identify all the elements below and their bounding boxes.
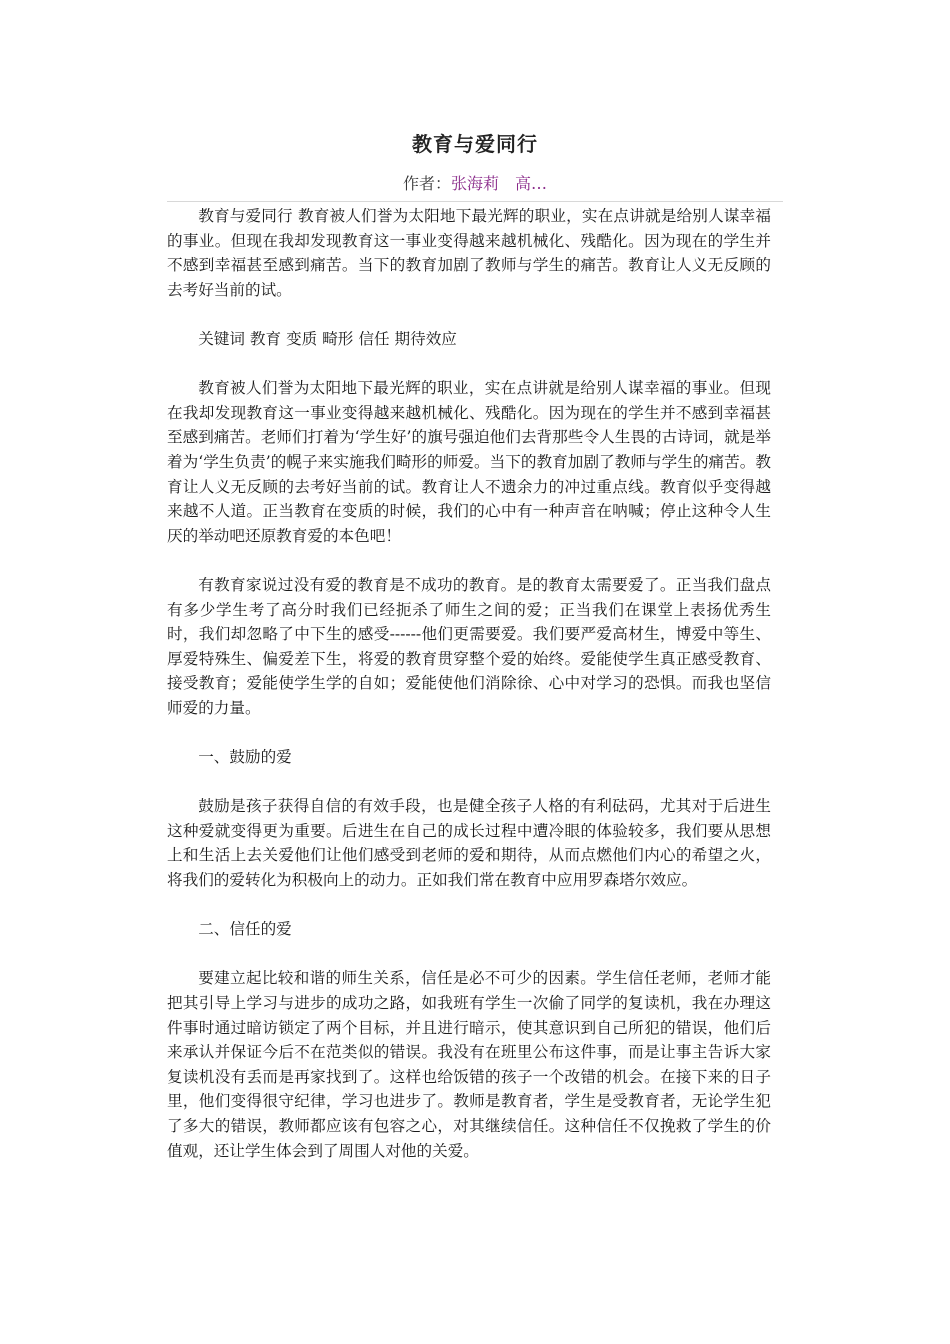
body-paragraph: 鼓励是孩子获得自信的有效手段，也是健全孩子人格的有利砝码，尤其对于后进生这种爱就变得更为重要。后进生在自己的成长过程中遭冷眼的体验较多，我们要从思想上和生活上去关爱他们让他们感受到老师的爱和期待，从而点燃他们内心的希望之火，将我们的爱转化为积极向上的动力。正如我们常在教育中应用罗森塔尔效应。 [167, 797, 771, 890]
body-paragraph: 有教育家说过没有爱的教育是不成功的教育。是的教育太需要爱了。正当我们盘点有多少学生考了高分时我们已经扼杀了师生之间的爱；正当我们在课堂上表扬优秀生时，我们却忽略了中下生的感受------他们更需要爱。我们要严爱高材生，博爱中等生、厚爱特殊生、偏爱差下生，将爱的教育贯穿整个爱的始终。爱能使学生真正感受教育、接受教育；爱能使学生学的自如；爱能使他们消除徐、心中对学习的恐惧。而我也坚信师爱的力量。 [167, 575, 771, 717]
author-line [0, 171, 950, 194]
author-label: 作者： [402, 174, 451, 193]
abstract-paragraph: 教育与爱同行 教育被人们誉为太阳地下最光辉的职业，实在点讲就是给别人谋幸福的事业。但现在我却发现教育这一事业变得越来越机械化、残酷化。因为现在的学生并不感到幸福甚至感到痛苦。当下的教育加剧了教师与学生的痛苦。教育让人义无反顾的去考好当前的试。 [167, 207, 771, 299]
section-heading: 二、信任的爱 [198, 920, 292, 939]
title-divider [167, 201, 783, 202]
section-heading: 一、鼓励的爱 [198, 748, 292, 767]
author-names[interactable]: 张海莉 高… [451, 174, 548, 193]
body-paragraph: 教育被人们誉为太阳地下最光辉的职业，实在点讲就是给别人谋幸福的事业。但现在我却发现教育这一事业变得越来越机械化、残酷化。因为现在的学生并不感到幸福甚至感到痛苦。老师们打着为‘学生好’的旗号强迫他们去背那些令人生畏的古诗词，就是举着为‘学生负责’的幌子来实施我们畸形的师爱。当下的教育加剧了教师与学生的痛苦。教育让人义无反顾的去考好当前的试。教育让人不遗余力的冲过重点线。教育似乎变得越来越不人道。正当教育在变质的时候，我们的心中有一种声音在呐喊；停止这种令人生厌的举动吧还原教育爱的本色吧！ [167, 379, 771, 545]
article-body [167, 204, 771, 1163]
keywords-line: 关键词 教育 变质 畸形 信任 期待效应 [198, 329, 457, 348]
document-title: 教育与爱同行 [412, 132, 538, 156]
body-paragraph: 要建立起比较和谐的师生关系，信任是必不可少的因素。学生信任老师，老师才能把其引导上学习与进步的成功之路，如我班有学生一次偷了同学的复读机，我在办理这件事时通过暗访锁定了两个目标，并且进行暗示，使其意识到自己所犯的错误，他们后来承认并保证今后不在范类似的错误。我没有在班里公布这件事，而是让事主告诉大家复读机没有丢而是再家找到了。这样也给饭错的孩子一个改错的机会。在接下来的日子里，他们变得很守纪律，学习也进步了。教师是教育者，学生是受教育者，无论学生犯了多大的错误，教师都应该有包容之心，对其继续信任。这种信任不仅挽救了学生的价值观，还让学生体会到了周围人对他的关爱。 [167, 969, 771, 1160]
